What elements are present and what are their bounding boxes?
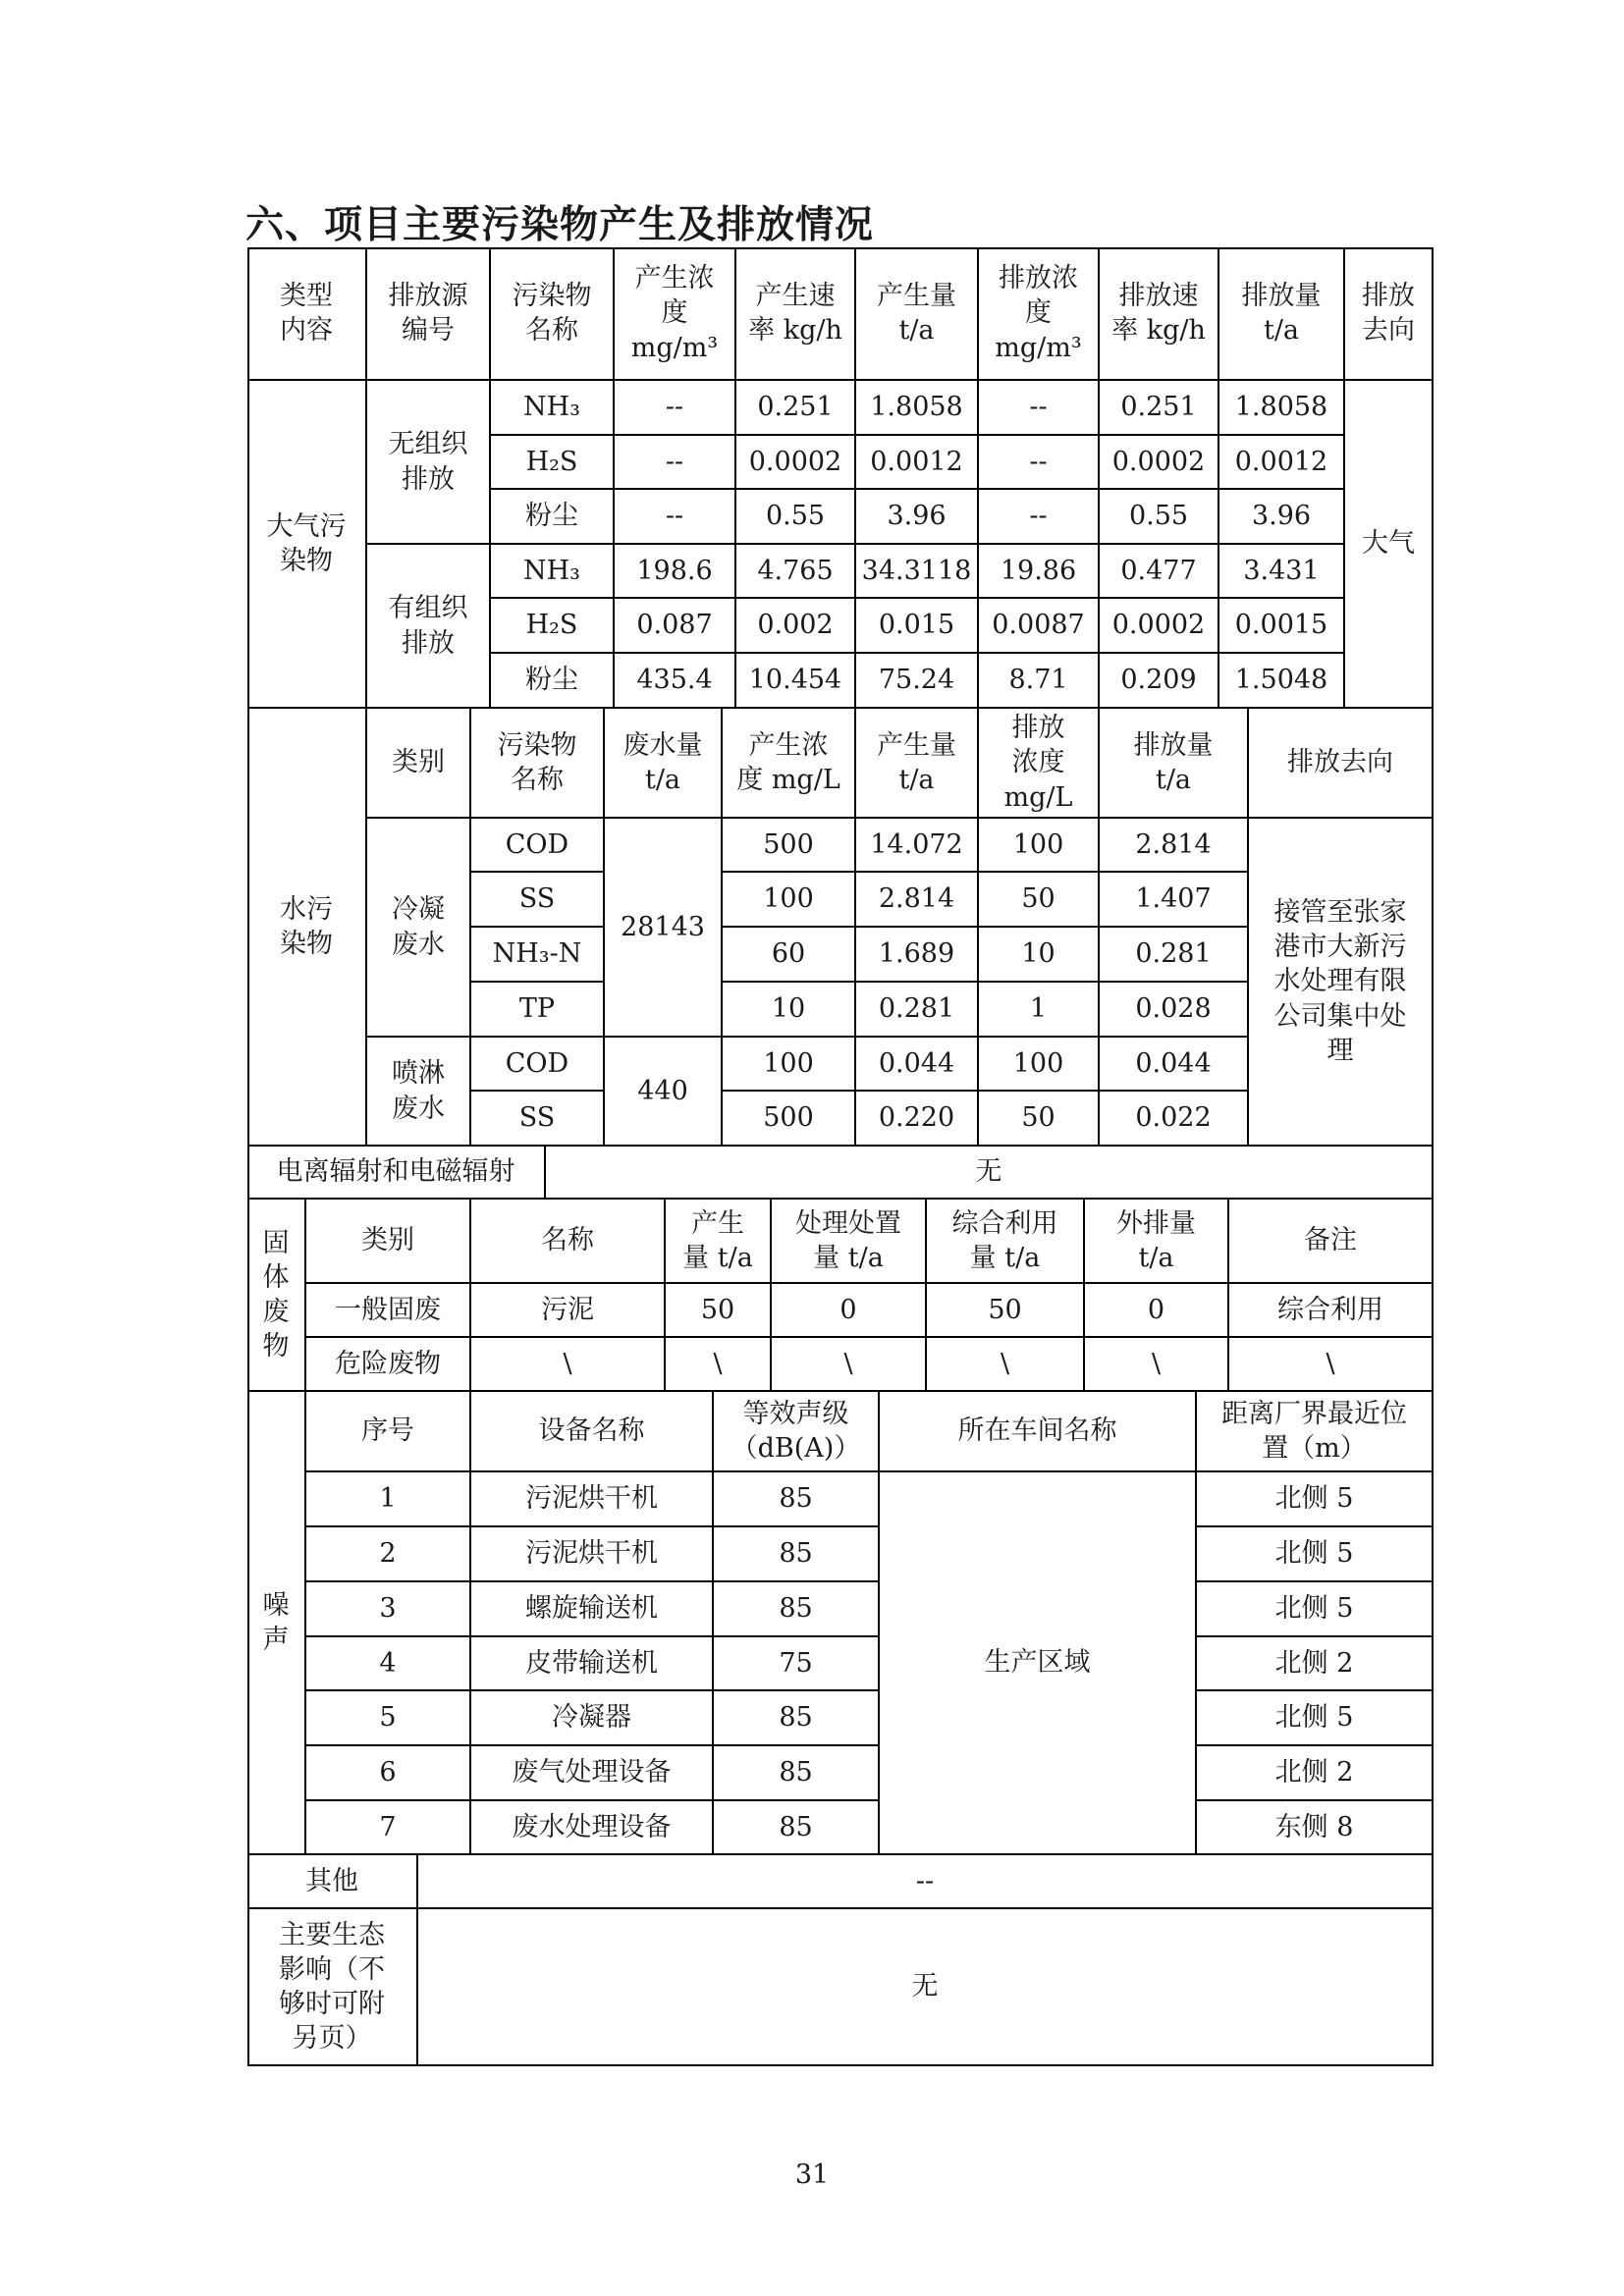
- noise-cell: 3: [306, 1582, 471, 1637]
- noise-header-3: 所在车间名称: [880, 1392, 1197, 1472]
- noise-cell: 污泥烘干机: [471, 1472, 714, 1527]
- water-cell: 500: [723, 1092, 856, 1147]
- ecology-label: 主要生态 影响（不 够时可附 另页）: [247, 1909, 418, 2066]
- water-header-7: 排放去向: [1249, 709, 1434, 819]
- water-header-0: 类别: [367, 709, 471, 819]
- air-header-6: 排放浓 度 mg/m³: [979, 247, 1100, 381]
- air-header-0: 类型 内容: [247, 247, 367, 381]
- air-cell: 0.0002: [736, 436, 856, 490]
- air-cell: --: [979, 381, 1100, 436]
- noise-cell: 废气处理设备: [471, 1746, 714, 1801]
- noise-cell: 冷凝器: [471, 1691, 714, 1746]
- solid-cell: 一般固废: [306, 1284, 471, 1338]
- air-cell: 0.55: [736, 490, 856, 545]
- air-cell: 3.96: [1219, 490, 1345, 545]
- noise-header-4: 距离厂界最近位 置（m）: [1197, 1392, 1434, 1472]
- water-header-2: 废水量 t/a: [605, 709, 723, 819]
- noise-cell: 东侧 8: [1197, 1801, 1434, 1855]
- water-spray-group: 喷淋 废水: [367, 1038, 471, 1147]
- solid-cell: \: [927, 1338, 1085, 1392]
- air-destination: 大气: [1345, 381, 1434, 709]
- noise-cell: 85: [714, 1746, 880, 1801]
- air-cell: --: [615, 436, 736, 490]
- solid-cell: \: [772, 1338, 927, 1392]
- solid-header-2: 产生 量 t/a: [666, 1200, 772, 1284]
- solid-header-1: 名称: [471, 1200, 666, 1284]
- noise-cell: 皮带输送机: [471, 1637, 714, 1691]
- water-cell: 10: [723, 983, 856, 1038]
- air-cell: 0.015: [856, 599, 979, 654]
- air-cell: 1.8058: [1219, 381, 1345, 436]
- air-cell: --: [979, 436, 1100, 490]
- water-cell: COD: [471, 1038, 605, 1092]
- noise-cell: 北侧 5: [1197, 1582, 1434, 1637]
- noise-header-0: 序号: [306, 1392, 471, 1472]
- noise-cell: 85: [714, 1527, 880, 1582]
- noise-cell: 6: [306, 1746, 471, 1801]
- noise-cell: 85: [714, 1582, 880, 1637]
- page-title: 六、项目主要污染物产生及排放情况: [245, 203, 875, 247]
- air-cell: 3.96: [856, 490, 979, 545]
- water-cell: 500: [723, 819, 856, 873]
- air-cell: 0.0012: [1219, 436, 1345, 490]
- water-cell: 100: [979, 1038, 1100, 1092]
- air-category: 大气污 染物: [247, 381, 367, 709]
- radiation-value: 无: [546, 1147, 1434, 1200]
- water-condensate-group: 冷凝 废水: [367, 819, 471, 1038]
- noise-cell: 85: [714, 1472, 880, 1527]
- air-cell: 粉尘: [491, 654, 615, 709]
- water-destination: 接管至张家 港市大新污 水处理有限 公司集中处 理: [1249, 819, 1434, 1147]
- water-cell: 10: [979, 928, 1100, 983]
- solid-cell: 50: [927, 1284, 1085, 1338]
- noise-cell: 污泥烘干机: [471, 1527, 714, 1582]
- solid-cell: \: [1229, 1338, 1434, 1392]
- water-cell: SS: [471, 1092, 605, 1147]
- water-cell: 0.220: [856, 1092, 979, 1147]
- air-cell: 粉尘: [491, 490, 615, 545]
- air-fugitive-group: 无组织 排放: [367, 381, 491, 545]
- noise-cell: 85: [714, 1691, 880, 1746]
- noise-cell: 北侧 5: [1197, 1472, 1434, 1527]
- water-cell: 1.407: [1100, 873, 1249, 928]
- solid-cell: \: [1085, 1338, 1229, 1392]
- air-header-5: 产生量 t/a: [856, 247, 979, 381]
- water-cell: TP: [471, 983, 605, 1038]
- air-header-8: 排放量 t/a: [1219, 247, 1345, 381]
- noise-cell: 85: [714, 1801, 880, 1855]
- water-cell: 60: [723, 928, 856, 983]
- water-cell: 0.281: [1100, 928, 1249, 983]
- air-cell: 75.24: [856, 654, 979, 709]
- air-cell: 0.002: [736, 599, 856, 654]
- ecology-value: 无: [418, 1909, 1434, 2066]
- noise-cell: 1: [306, 1472, 471, 1527]
- air-cell: 0.209: [1100, 654, 1219, 709]
- water-cell: 100: [979, 819, 1100, 873]
- solid-cell: \: [666, 1338, 772, 1392]
- noise-cell: 5: [306, 1691, 471, 1746]
- solid-category: 固 体 废 物: [247, 1200, 306, 1392]
- air-cell: 4.765: [736, 545, 856, 599]
- other-value: --: [418, 1855, 1434, 1909]
- solid-cell: 50: [666, 1284, 772, 1338]
- water-cell: 1: [979, 983, 1100, 1038]
- solid-header-5: 外排量 t/a: [1085, 1200, 1229, 1284]
- water-cell: 14.072: [856, 819, 979, 873]
- water-cell: 0.022: [1100, 1092, 1249, 1147]
- water-cell: COD: [471, 819, 605, 873]
- air-cell: 1.5048: [1219, 654, 1345, 709]
- noise-cell: 北侧 5: [1197, 1691, 1434, 1746]
- air-cell: H₂S: [491, 436, 615, 490]
- air-cell: 34.3118: [856, 545, 979, 599]
- solid-header-6: 备注: [1229, 1200, 1434, 1284]
- air-cell: 8.71: [979, 654, 1100, 709]
- noise-cell: 7: [306, 1801, 471, 1855]
- air-cell: --: [615, 381, 736, 436]
- water-cell: 0.028: [1100, 983, 1249, 1038]
- water-cell: NH₃-N: [471, 928, 605, 983]
- noise-workshop: 生产区域: [880, 1472, 1197, 1855]
- noise-cell: 北侧 2: [1197, 1637, 1434, 1691]
- air-cell: 0.0015: [1219, 599, 1345, 654]
- air-cell: 19.86: [979, 545, 1100, 599]
- air-cell: 0.477: [1100, 545, 1219, 599]
- air-cell: 0.55: [1100, 490, 1219, 545]
- water-cell: 0.044: [856, 1038, 979, 1092]
- air-header-4: 产生速 率 kg/h: [736, 247, 856, 381]
- noise-cell: 2: [306, 1527, 471, 1582]
- air-header-2: 污染物 名称: [491, 247, 615, 381]
- air-cell: 10.454: [736, 654, 856, 709]
- pollutant-table: [247, 247, 1434, 2066]
- air-header-3: 产生浓 度 mg/m³: [615, 247, 736, 381]
- solid-header-4: 综合利用 量 t/a: [927, 1200, 1085, 1284]
- noise-category: 噪 声: [247, 1392, 306, 1855]
- air-cell: 0.251: [1100, 381, 1219, 436]
- noise-cell: 螺旋输送机: [471, 1582, 714, 1637]
- solid-cell: 0: [772, 1284, 927, 1338]
- water-cell: 1.689: [856, 928, 979, 983]
- water-cell: 100: [723, 873, 856, 928]
- water-header-4: 产生量 t/a: [856, 709, 979, 819]
- air-organized-group: 有组织 排放: [367, 545, 491, 709]
- water-cell: 50: [979, 1092, 1100, 1147]
- noise-cell: 北侧 5: [1197, 1527, 1434, 1582]
- noise-cell: 4: [306, 1637, 471, 1691]
- air-cell: 0.0087: [979, 599, 1100, 654]
- air-cell: --: [979, 490, 1100, 545]
- water-category: 水污 染物: [247, 709, 367, 1147]
- noise-header-1: 设备名称: [471, 1392, 714, 1472]
- water-volume: 28143: [605, 819, 723, 1038]
- air-header-7: 排放速 率 kg/h: [1100, 247, 1219, 381]
- air-cell: 3.431: [1219, 545, 1345, 599]
- solid-header-3: 处理处置 量 t/a: [772, 1200, 927, 1284]
- air-cell: 435.4: [615, 654, 736, 709]
- air-cell: NH₃: [491, 545, 615, 599]
- solid-cell: \: [471, 1338, 666, 1392]
- noise-cell: 北侧 2: [1197, 1746, 1434, 1801]
- air-cell: --: [615, 490, 736, 545]
- other-label: 其他: [247, 1855, 418, 1909]
- water-header-1: 污染物 名称: [471, 709, 605, 819]
- air-cell: 0.251: [736, 381, 856, 436]
- page-number: 31: [794, 2160, 830, 2190]
- solid-cell: 综合利用: [1229, 1284, 1434, 1338]
- air-cell: 0.0012: [856, 436, 979, 490]
- air-cell: 0.0002: [1100, 599, 1219, 654]
- air-cell: 1.8058: [856, 381, 979, 436]
- water-header-3: 产生浓 度 mg/L: [723, 709, 856, 819]
- air-header-9: 排放 去向: [1345, 247, 1434, 381]
- solid-cell: 危险废物: [306, 1338, 471, 1392]
- air-cell: 0.0002: [1100, 436, 1219, 490]
- noise-header-2: 等效声级 （dB(A)）: [714, 1392, 880, 1472]
- solid-cell: 污泥: [471, 1284, 666, 1338]
- air-cell: H₂S: [491, 599, 615, 654]
- water-cell: SS: [471, 873, 605, 928]
- water-cell: 50: [979, 873, 1100, 928]
- radiation-label: 电离辐射和电磁辐射: [247, 1147, 546, 1200]
- water-header-5: 排放 浓度 mg/L: [979, 709, 1100, 819]
- water-cell: 2.814: [856, 873, 979, 928]
- water-cell: 0.044: [1100, 1038, 1249, 1092]
- air-cell: NH₃: [491, 381, 615, 436]
- air-cell: 0.087: [615, 599, 736, 654]
- air-header-1: 排放源 编号: [367, 247, 491, 381]
- water-volume: 440: [605, 1038, 723, 1147]
- solid-header-0: 类别: [306, 1200, 471, 1284]
- water-cell: 100: [723, 1038, 856, 1092]
- water-cell: 2.814: [1100, 819, 1249, 873]
- noise-cell: 75: [714, 1637, 880, 1691]
- air-cell: 198.6: [615, 545, 736, 599]
- water-cell: 0.281: [856, 983, 979, 1038]
- noise-cell: 废水处理设备: [471, 1801, 714, 1855]
- solid-cell: 0: [1085, 1284, 1229, 1338]
- water-header-6: 排放量 t/a: [1100, 709, 1249, 819]
